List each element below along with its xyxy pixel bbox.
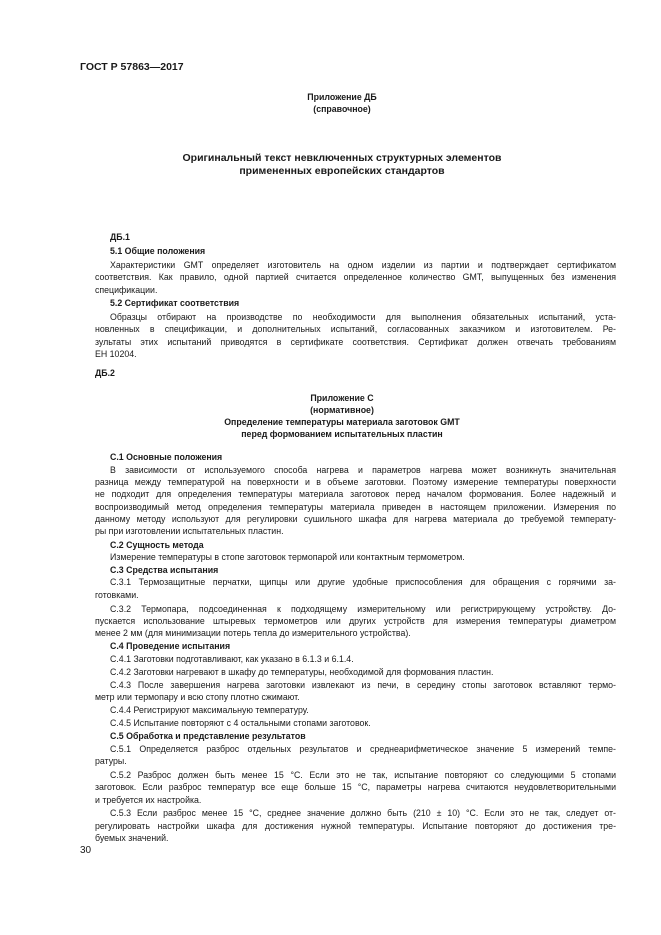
paragraph-line: ратуры. [95, 756, 127, 766]
appendix-db-heading-line-1: Оригинальный текст невключенных структурных элементов [182, 152, 502, 164]
section-5-1-title: 5.1 Общие положения [110, 246, 206, 256]
page-number: 30 [80, 845, 92, 856]
appendix-c-title: Приложение С [310, 393, 374, 403]
paragraph-line: спецификации. [95, 285, 158, 295]
paragraph-line: Образцы отбирают на производстве по необходимости для выполнения обязательных испытаний, уста- [110, 312, 616, 322]
paragraph-line: ры при изготовлении испытательных пластин. [95, 526, 284, 536]
paragraph-line: менее 2 мм (для минимизации потерь тепла до измерительного устройства). [95, 628, 411, 638]
paragraph-line: В зависимости от используемого способа нагрева и параметров нагрева может возникнуть значительная [110, 465, 616, 475]
appendix-c-heading-line-2: перед формованием испытательных пластин [241, 429, 443, 439]
section-c3-title: С.3 Средства испытания [110, 565, 219, 575]
section-c4-title: С.4 Проведение испытания [110, 641, 231, 651]
paragraph-line: и требуется их настройка. [95, 795, 202, 805]
paragraph-line: метр или термопару и всю стопу плотно сжимают. [95, 692, 300, 702]
section-db2-label: ДБ.2 [95, 368, 115, 378]
section-c2-title: С.2 Сущность метода [110, 540, 204, 550]
section-db1-label: ДБ.1 [110, 232, 130, 242]
section-c5-title: С.5 Обработка и представление результатов [110, 731, 306, 741]
paragraph-line: пускается использование штыревых термометров или других устройств для измерения температуры диаметром [95, 616, 616, 626]
paragraph-line: Характеристики GMT определяет изготовитель на одном изделии из партии и подтверждает сертификатом [110, 260, 616, 270]
section-c1-title: С.1 Основные положения [110, 452, 223, 462]
paragraph-line: С.4.2 Заготовки нагревают в шкафу до температуры, необходимой для формования пластин. [110, 667, 494, 677]
paragraph-line: регулировать настройки шкафа для достижения нужной температуры. Испытание повторяют до достижения тре- [95, 821, 616, 831]
paragraph-line: С.5.2 Разброс должен быть менее 15 °С. Если это не так, испытание повторяют со следующими 5 стопами [110, 770, 616, 780]
paragraph-line: заготовок. Если разброс температур все еще больше 15 °С, параметры нагрева считаются неудовлетворительными [95, 782, 616, 792]
appendix-c-heading-line-1: Определение температуры материала заготовок GMT [224, 417, 460, 427]
paragraph-line: С.4.1 Заготовки подготавливают, как указано в 6.1.3 и 6.1.4. [110, 654, 354, 664]
paragraph-line: буемых значений. [95, 833, 169, 843]
paragraph-line: не подходит для определения температуры материала заготовок перед началом формования. Более надежный и [95, 489, 616, 499]
paragraph-line: зультаты этих испытаний приводятся в сертификате соответствия. Сертификат должен отвечать требованиям [95, 337, 616, 347]
appendix-db-heading-line-2: примененных европейских стандартов [239, 165, 445, 177]
paragraph-line: данному методу используют для регулировки сушильного шкафа для нагрева материала до требуемой температу- [95, 514, 616, 524]
document-id: ГОСТ Р 57863—2017 [80, 61, 184, 73]
paragraph-line: новленных в спецификации, и дополнительных испытаний, согласованных заказчиком и изготовителем. Ре- [95, 324, 616, 334]
paragraph-line: разница между температурой на поверхности и в объеме заготовки. Поэтому измерение температуры поверхности [95, 477, 616, 487]
paragraph-line: С.3.1 Термозащитные перчатки, щипцы или другие удобные приспособления для обращения с горячими за- [110, 577, 616, 587]
paragraph-line: С.4.4 Регистрируют максимальную температуру. [110, 705, 309, 715]
paragraph-line: С.4.5 Испытание повторяют с 4 остальными стопами заготовок. [110, 718, 371, 728]
paragraph-line: С.5.3 Если разброс менее 15 °С, среднее значение должно быть (210 ± 10) °С. Если это не так, следует от- [110, 808, 616, 818]
appendix-db-title: Приложение ДБ [307, 92, 377, 102]
paragraph-line: готовками. [95, 590, 139, 600]
paragraph-line: С.5.1 Определяется разброс отдельных результатов и среднеарифметическое значение 5 измерений темпе- [110, 744, 616, 754]
section-5-2-title: 5.2 Сертификат соответствия [110, 298, 240, 308]
paragraph-line: ЕН 10204. [95, 349, 137, 359]
appendix-db-kind: (справочное) [313, 104, 371, 114]
paragraph-line: Измерение температуры в стопе заготовок термопарой или контактным термометром. [110, 552, 465, 562]
paragraph-line: соответствия. Как правило, одной партией считается определенное количество GMT, выпущенных без изменения [95, 272, 616, 282]
paragraph-line: воспроизводимый метод определения температуры материала приведен в настоящем приложении. Измерения по [95, 502, 616, 512]
paragraph-line: С.3.2 Термопара, подсоединенная к подходящему измерительному или регистрирующему устройству. До- [110, 604, 616, 614]
paragraph-line: С.4.3 После завершения нагрева заготовки извлекают из печи, в середину стопы заготовок вставляют термо- [110, 680, 616, 690]
appendix-c-kind: (нормативное) [310, 405, 374, 415]
